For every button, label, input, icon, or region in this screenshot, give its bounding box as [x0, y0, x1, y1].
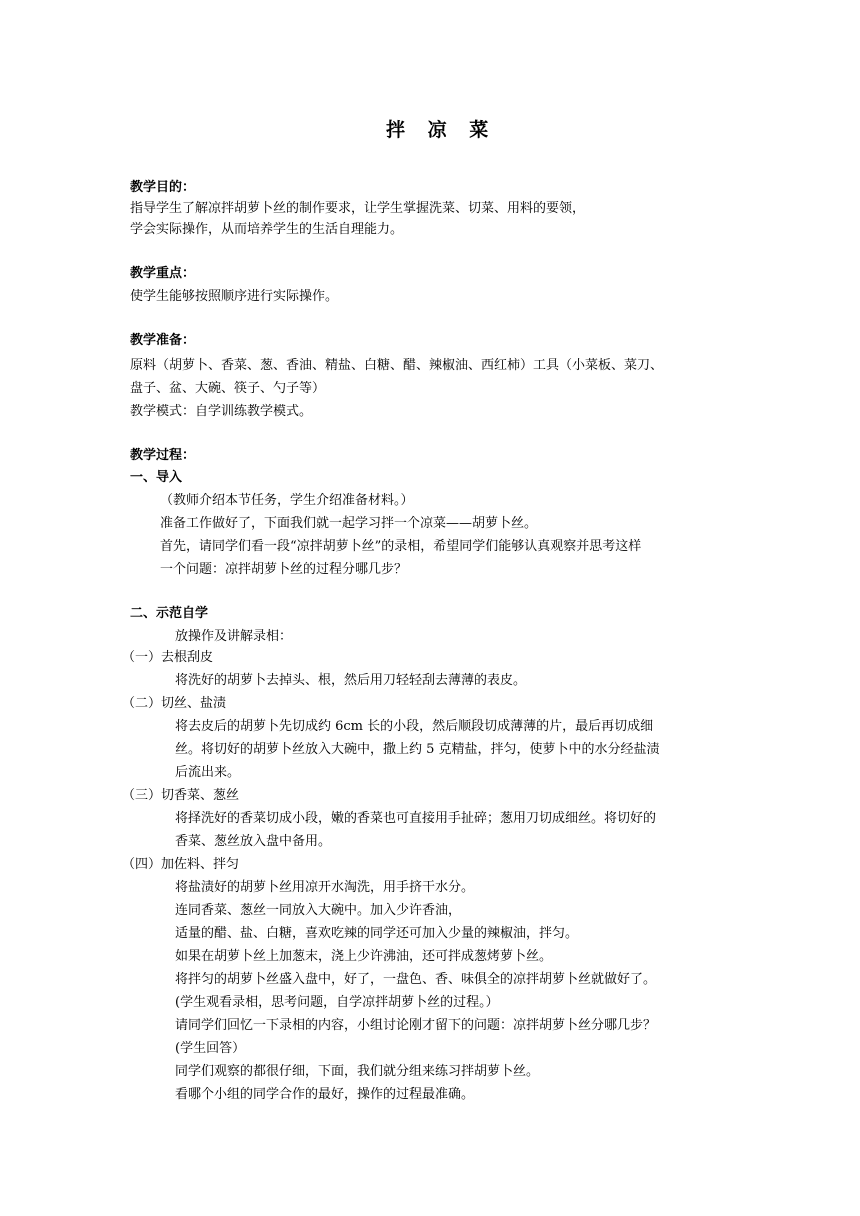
step-line: 将盐渍好的胡萝卜丝用凉开水淘洗，用手挤干水分。 — [175, 880, 475, 895]
goal-line: 学会实际操作，从而培养学生的生活自理能力。 — [130, 222, 404, 237]
goal-heading: 教学目的： — [130, 180, 196, 195]
focus-line: 使学生能够按照顺序进行实际操作。 — [130, 289, 339, 304]
step-line: 将择洗好的香菜切成小段，嫩的香菜也可直接用手扯碎；葱用刀切成细丝。将切好的 — [175, 811, 657, 826]
step-line: 请同学们回忆一下录相的内容，小组讨论刚才留下的问题：凉拌胡萝卜丝分哪几步？ — [175, 1018, 657, 1033]
step-line: 将去皮后的胡萝卜先切成约 6cm 长的小段，然后顺段切成薄薄的片，最后再切成细 — [175, 719, 654, 734]
step-line: 适量的醋、盐、白糖，喜欢吃辣的同学还可加入少量的辣椒油，拌匀。 — [175, 926, 579, 941]
page-title: 拌 凉 菜 — [386, 119, 497, 141]
goal-line: 指导学生了解凉拌胡萝卜丝的制作要求，让学生掌握洗菜、切菜、用料的要领， — [130, 201, 586, 216]
step-line: 丝。将切好的胡萝卜丝放入大碗中，撒上约 5 克精盐，拌匀，使萝卜中的水分经盐渍 — [175, 742, 660, 757]
process-heading: 教学过程： — [130, 448, 196, 463]
section-line: （教师介绍本节任务，学生介绍准备材料。） — [160, 493, 414, 508]
step-line: 如果在胡萝卜丝上加葱末，浇上少许沸油，还可拌成葱烤萝卜丝。 — [175, 949, 553, 964]
step-line: 同学们观察的都很仔细，下面，我们就分组来练习拌胡萝卜丝。 — [175, 1064, 540, 1079]
section-heading: 二、示范自学 — [130, 606, 209, 621]
step-line: 香菜、葱丝放入盘中备用。 — [175, 834, 332, 849]
step-line: 将洗好的胡萝卜去掉头、根，然后用刀轻轻刮去薄薄的表皮。 — [175, 673, 527, 688]
step-title: （二）切丝、盐渍 — [122, 696, 227, 711]
step-title: （四）加佐料、拌匀 — [122, 857, 240, 872]
step-line: 连同香菜、葱丝一同放入大碗中。加入少许香油， — [175, 903, 462, 918]
section-line: 首先，请同学们看一段“凉拌胡萝卜丝”的录相，希望同学们能够认真观察并思考这样 — [160, 539, 642, 554]
step-title: （三）切香菜、葱丝 — [122, 788, 240, 803]
section-intro: 放操作及讲解录相： — [175, 629, 293, 644]
step-line: (学生回答） — [175, 1041, 246, 1056]
section-line: 一个问题：凉拌胡萝卜丝的过程分哪几步？ — [160, 562, 408, 577]
prep-line: 盘子、盆、大碗、筷子、勺子等） — [130, 381, 326, 396]
section-line: 准备工作做好了，下面我们就一起学习拌一个凉菜——胡萝卜丝。 — [160, 516, 538, 531]
prep-line: 教学模式：自学训练教学模式。 — [130, 404, 313, 419]
step-title: （一）去根刮皮 — [122, 650, 214, 665]
focus-heading: 教学重点： — [130, 266, 196, 281]
step-line: 看哪个小组的同学合作的最好，操作的过程最准确。 — [175, 1087, 475, 1102]
prep-heading: 教学准备： — [130, 333, 196, 348]
step-line: (学生观看录相，思考问题，自学凉拌胡萝卜丝的过程。） — [175, 995, 499, 1010]
step-line: 将拌匀的胡萝卜丝盛入盘中，好了，一盘色、香、味俱全的凉拌胡萝卜丝就做好了。 — [175, 972, 657, 987]
step-line: 后流出来。 — [175, 765, 241, 780]
prep-line: 原料（胡萝卜、香菜、葱、香油、精盐、白糖、醋、辣椒油、西红柿）工具（小菜板、菜刀、 — [130, 358, 664, 373]
section-heading: 一、导入 — [130, 470, 183, 485]
